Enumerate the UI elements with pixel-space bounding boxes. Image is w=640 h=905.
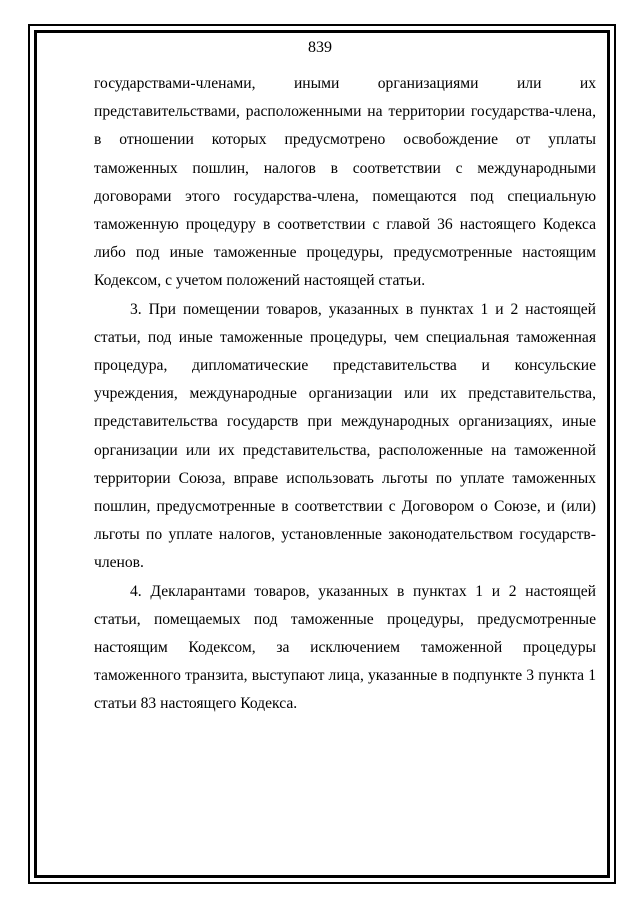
- paragraph-continuation: государствами-членами, иными организациями или их представительствами, расположенными на территории государства-члена, в отношении которых предусмотрено освобождение от уплаты таможенных пошлин, налогов в соответствии с международными договорами этого государства-члена, помещаются под специальную таможенную процедуру в соответствии с главой 36 настоящего Кодекса либо под иные таможенные процедуры, предусмотренные настоящим Кодексом, с учетом положений настоящей статьи.: [94, 75, 596, 290]
- paragraph-item-3: 3. При помещении товаров, указанных в пунктах 1 и 2 настоящей статьи, под иные таможенные процедуры, чем специальная таможенная процедура, дипломатические представительства и консульские учреждения, международные организации или их представительства, представительства государств при международных организациях, иные организации или их представительства, расположенные на таможенной территории Союза, вправе использовать льготы по уплате таможенных пошлин, предусмотренные в соответствии с Договором о Союзе, и (или) льготы по уплате налогов, установленные законодательством государств-членов.: [94, 300, 596, 572]
- paragraph-item-4: 4. Декларантами товаров, указанных в пунктах 1 и 2 настоящей статьи, помещаемых под таможенные процедуры, предусмотренные настоящим Кодексом, за исключением таможенной процедуры таможенного транзита, выступают лица, указанные в подпункте 3 пункта 1 статьи 83 настоящего Кодекса.: [94, 582, 596, 713]
- document-body: [94, 70, 596, 719]
- page-number: 839: [308, 39, 332, 56]
